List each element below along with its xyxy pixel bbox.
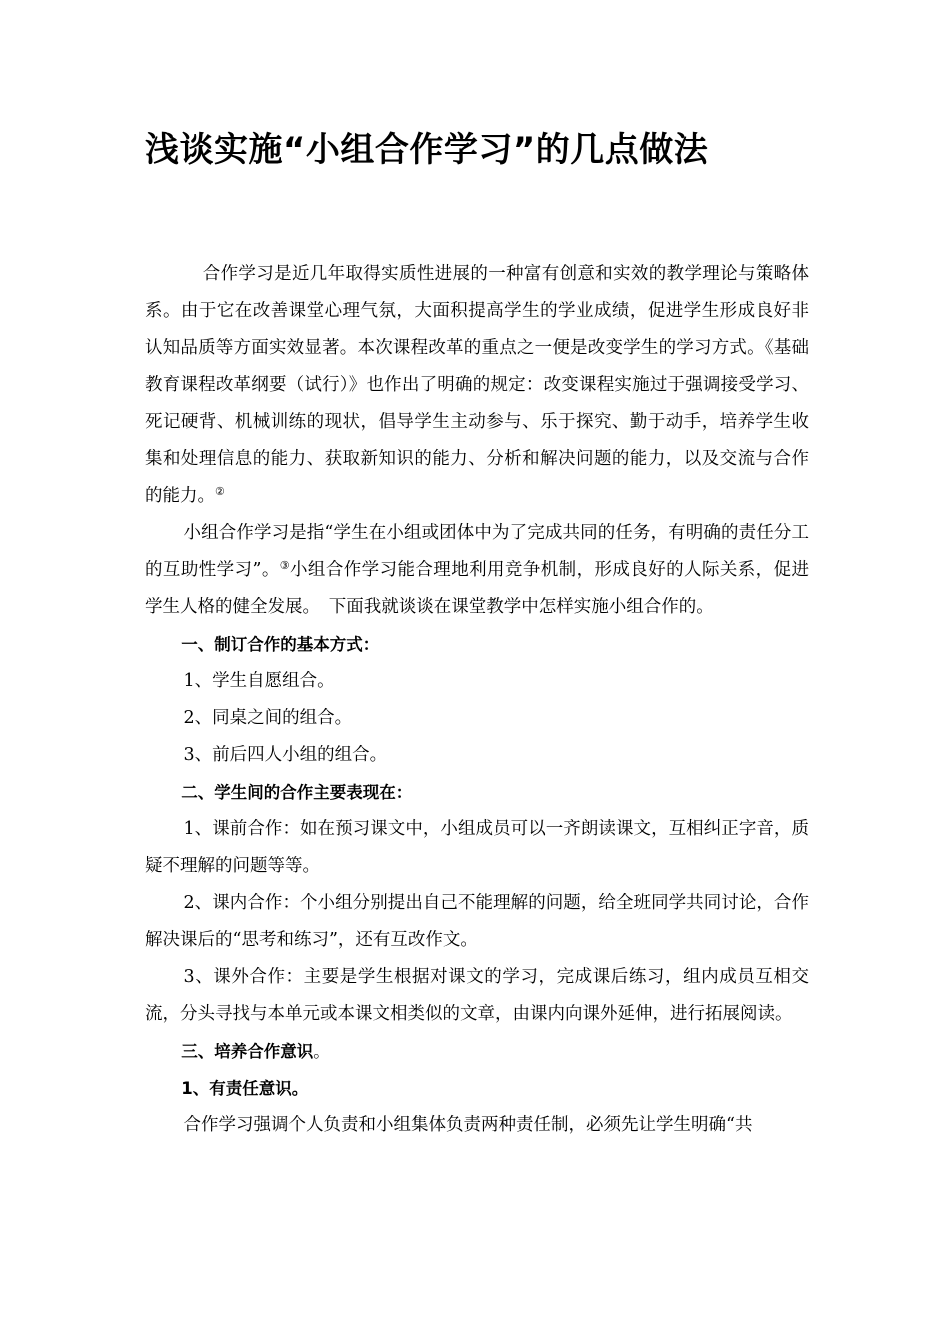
list-item: 1、课前合作：如在预习课文中，小组成员可以一齐朗读课文，互相纠正字音，质疑不理解的问题等等。	[145, 819, 809, 876]
list-item: 2、同桌之间的组合。	[183, 708, 353, 728]
list-item: 2、课内合作：个小组分别提出自己不能理解的问题，给全班同学共同讨论，合作解决课后的“思考和练习”，还有互改作文。	[145, 893, 809, 950]
definition-paragraph	[145, 515, 809, 626]
list-item: 3、前后四人小组的组合。	[183, 745, 388, 765]
footnote-marker: ②	[215, 485, 225, 498]
list-item: 3、课外合作：主要是学生根据对课文的学习，完成课后练习，组内成员互相交流，分头寻找与本单元或本课文相类似的文章，由课内向课外延伸，进行拓展阅读。	[145, 967, 809, 1024]
section-heading-3-punct: 。	[313, 1042, 330, 1061]
section-heading-3-text: 三、培养合作意识	[181, 1042, 314, 1061]
list-item: 1、学生自愿组合。	[183, 671, 335, 691]
document-title: 浅谈实施“小组合作学习”的几点做法	[145, 130, 709, 170]
footnote-marker: ③	[279, 559, 291, 572]
section-heading-3	[145, 1033, 809, 1070]
responsibility-paragraph: 合作学习强调个人负责和小组集体负责两种责任制，必须先让学生明确“共	[183, 1115, 753, 1135]
intro-paragraph-text: 合作学习是近几年取得实质性进展的一种富有创意和实效的教学理论与策略体系。由于它在改善课堂心理气氛，大面积提高学生的学业成绩，促进学生形成良好非认知品质等方面实效显著。本次课程改革的重点之一便是改变学生的学习方式。《基础教育课程改革纲要（试行）》也作出了明确的规定：改变课程实施过于强调接受学习、死记硬背、机械训练的现状，倡导学生主动参与、乐于探究、勤于动手，培养学生收集和处理信息的能力、获取新知识的能力、分析和解决问题的能力，以及交流与合作的能力。	[145, 264, 809, 506]
document-body	[145, 256, 809, 1144]
sub-heading: 1、有责任意识。	[181, 1079, 309, 1098]
section-heading-1: 一、制订合作的基本方式：	[181, 635, 380, 654]
intro-paragraph	[145, 256, 809, 515]
definition-text-a: 小组合作学习是指“学生在小组或团体中为了完成共同的任务，有明确的责任分工的互助性学习”。	[145, 523, 809, 580]
definition-text-b: 小组合作学习能合理地利用竞争机制，形成良好的人际关系，促进学生人格的健全发展。 下面我就谈谈在课堂教学中怎样实施小组合作的。	[145, 560, 809, 617]
section-heading-2: 二、学生间的合作主要表现在：	[181, 783, 413, 802]
